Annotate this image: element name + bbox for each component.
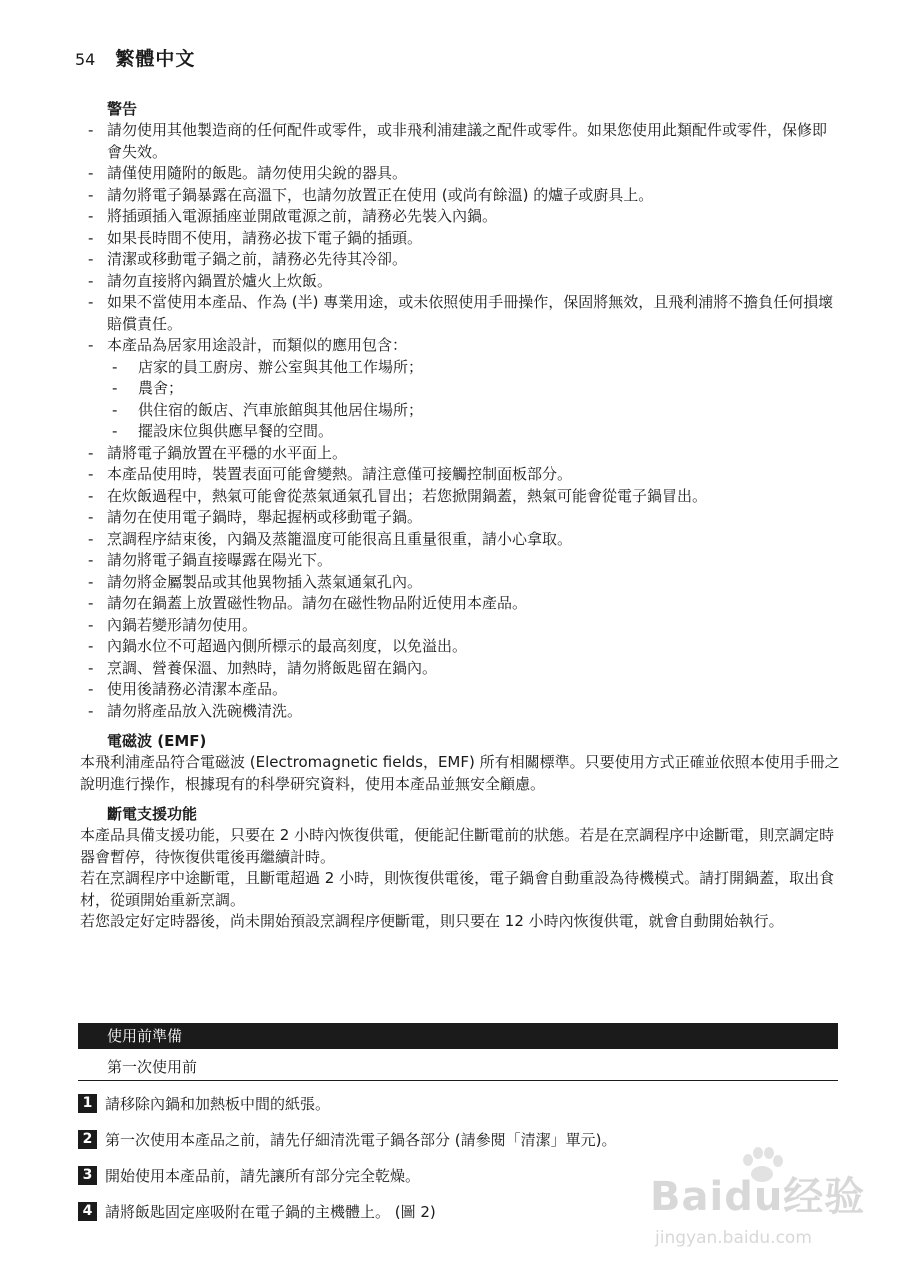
- warning-item: - 如果不當使用本產品、作為 (半) 專業用途，或未依照使用手冊操作，保固將無效，且飛利浦將不擔負任何損壞賠償責任。: [80, 292, 840, 335]
- warning-item: - 請勿將電子鍋直接曝露在陽光下。: [80, 550, 840, 572]
- warning-item: - 清潔或移動電子鍋之前，請務必先待其冷卻。: [80, 249, 840, 271]
- step-number: 3: [78, 1166, 97, 1185]
- warning-item: - 請將電子鍋放置在平穩的水平面上。: [80, 443, 840, 465]
- section-title-bar: 使用前準備: [78, 1023, 838, 1049]
- baidu-watermark: [640, 1140, 870, 1260]
- warning-item: - 請勿在使用電子鍋時，舉起握柄或移動電子鍋。: [80, 507, 840, 529]
- warning-item: - 烹調、營養保溫、加熱時，請勿將飯匙留在鍋內。: [80, 658, 840, 680]
- warning-item: - 請勿在鍋蓋上放置磁性物品。請勿在磁性物品附近使用本產品。: [80, 593, 840, 615]
- warning-item: - 使用後請務必清潔本產品。: [80, 679, 840, 701]
- warning-item: - 如果長時間不使用，請務必拔下電子鍋的插頭。: [80, 228, 840, 250]
- emf-heading: 電磁波 (EMF): [107, 732, 207, 750]
- warning-item: - 擺設床位與供應早餐的空間。: [80, 421, 840, 443]
- watermark-brand: Baidu经验: [650, 1174, 866, 1220]
- warning-item: - 店家的員工廚房、辦公室與其他工作場所；: [80, 357, 840, 379]
- warning-item: - 烹調程序結束後，內鍋及蒸籠溫度可能很高且重量很重，請小心拿取。: [80, 529, 840, 551]
- power-backup-paragraph: 若在烹調程序中途斷電，且斷電超過 2 小時，則恢復供電後，電子鍋會自動重設為待機模式。請打開鍋蓋，取出食材，從頭開始重新烹調。: [80, 869, 835, 909]
- power-backup-paragraph: 若您設定好定時器後，尚未開始預設烹調程序便斷電，則只要在 12 小時內恢復供電，就會自動開始執行。: [80, 912, 784, 930]
- step-item: [78, 1091, 838, 1115]
- warning-item: - 農舍；: [80, 378, 840, 400]
- step-text: 第一次使用本產品之前，請先仔細清洗電子鍋各部分 (請參閱「清潔」單元)。: [105, 1130, 617, 1149]
- emf-body: 本飛利浦產品符合電磁波 (Electromagnetic fields，EMF) 所有相關標準。只要使用方式正確並依照本使用手冊之說明進行操作，根據現有的科學研究資料，使用本產品並無安全顧慮。: [80, 753, 840, 793]
- power-backup-heading: 斷電支援功能: [107, 805, 198, 823]
- warning-item: - 在炊飯過程中，熱氣可能會從蒸氣通氣孔冒出；若您掀開鍋蓋，熱氣可能會從電子鍋冒出。: [80, 486, 840, 508]
- warning-item: - 請僅使用隨附的飯匙。請勿使用尖銳的器具。: [80, 163, 840, 185]
- warning-heading: 警告: [107, 100, 138, 118]
- warning-item: - 請勿將產品放入洗碗機清洗。: [80, 701, 840, 723]
- page-number: 54: [75, 50, 96, 69]
- warning-item: - 請勿直接將內鍋置於爐火上炊飯。: [80, 271, 840, 293]
- warning-item: - 請勿將電子鍋暴露在高溫下，也請勿放置正在使用 (或尚有餘溫) 的爐子或廚具上。: [80, 185, 840, 207]
- warning-item: - 內鍋水位不可超過內側所標示的最高刻度，以免溢出。: [80, 636, 840, 658]
- language-title: 繁體中文: [115, 48, 196, 70]
- step-number: 1: [78, 1094, 97, 1113]
- warning-item: - 內鍋若變形請勿使用。: [80, 615, 840, 637]
- step-number: 4: [78, 1202, 97, 1221]
- step-text: 開始使用本產品前，請先讓所有部分完全乾燥。: [105, 1166, 421, 1185]
- warning-item: - 供住宿的飯店、汽車旅館與其他居住場所；: [80, 400, 840, 422]
- warning-item: - 請勿將金屬製品或其他異物插入蒸氣通氣孔內。: [80, 572, 840, 594]
- step-text: 請移除內鍋和加熱板中間的紙張。: [105, 1094, 331, 1113]
- step-text: 請將飯匙固定座吸附在電子鍋的主機體上。 (圖 2): [105, 1202, 436, 1221]
- warning-item: - 本產品為居家用途設計，而類似的應用包含：: [80, 335, 840, 357]
- power-backup-paragraph: 本產品具備支援功能，只要在 2 小時內恢復供電，便能記住斷電前的狀態。若是在烹調程序中途斷電，則烹調定時器會暫停，待恢復供電後再繼續計時。: [80, 826, 835, 866]
- warning-item: - 請勿使用其他製造商的任何配件或零件，或非飛利浦建議之配件或零件。如果您使用此類配件或零件，保修即會失效。: [80, 120, 840, 163]
- warning-item: - 將插頭插入電源插座並開啟電源之前，請務必先裝入內鍋。: [80, 206, 840, 228]
- page-header: [75, 44, 195, 72]
- step-number: 2: [78, 1130, 97, 1149]
- manual-content: [80, 98, 840, 933]
- warning-list: [80, 120, 840, 722]
- subsection-title: 第一次使用前: [78, 1055, 838, 1081]
- warning-item: - 本產品使用時，裝置表面可能會變熱。請注意僅可接觸控制面板部分。: [80, 464, 840, 486]
- watermark-url: jingyan.baidu.com: [655, 1228, 812, 1248]
